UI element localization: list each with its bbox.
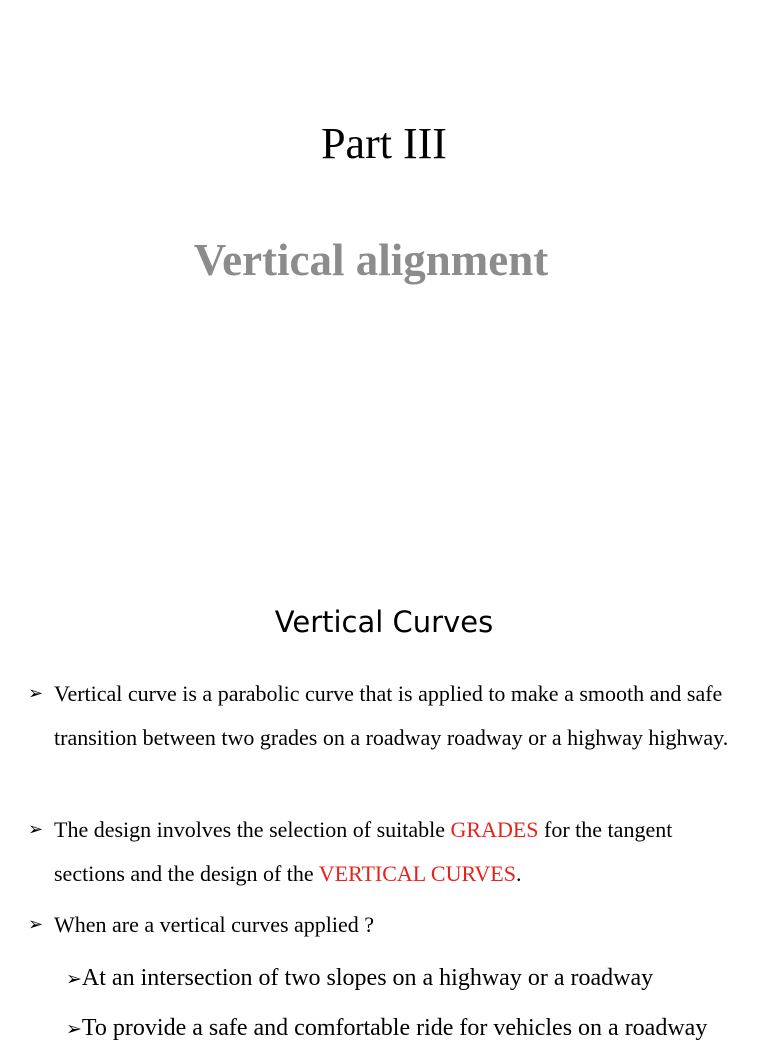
slide-vertical-curves (0, 576, 768, 1041)
sub-bullet-text: At an intersection of two slopes on a highway or a roadway (81, 965, 654, 991)
arrow-bullet-icon: ➢ (66, 968, 82, 990)
sub-bullet-text: To provide a safe and comfortable ride for vehicles on a roadway (81, 1015, 708, 1041)
sub-bullet-comfort (66, 1006, 756, 1051)
part-title: Part III (321, 119, 447, 168)
bullet-question (28, 903, 748, 947)
highlight-vertical-curves: VERTICAL CURVES (318, 861, 516, 886)
arrow-bullet-icon: ➢ (28, 819, 44, 840)
bullet-text-part: . (515, 861, 522, 886)
bullet-text: When are a vertical curves applied ? (54, 912, 375, 937)
bullet-definition (28, 672, 748, 760)
arrow-bullet-icon: ➢ (28, 683, 44, 704)
bullet-text-part: for the tangent sections and the design of the (54, 817, 673, 886)
sub-bullet-intersection (66, 956, 756, 1001)
arrow-bullet-icon: ➢ (28, 914, 44, 935)
bullet-text-part: The design involves the selection of suitable (54, 817, 451, 842)
section-subtitle: Vertical alignment (193, 235, 549, 285)
bullet-text (28, 808, 748, 896)
arrow-bullet-icon: ➢ (66, 1018, 82, 1040)
bullet-design (28, 808, 748, 896)
highlight-grades: GRADES (450, 817, 539, 842)
bullet-text: Vertical curve is a parabolic curve that is applied to make a smooth and safe transition between two grades on a roadway roadway or a highway highway. (54, 681, 729, 750)
slide-title: Vertical Curves (274, 605, 494, 639)
